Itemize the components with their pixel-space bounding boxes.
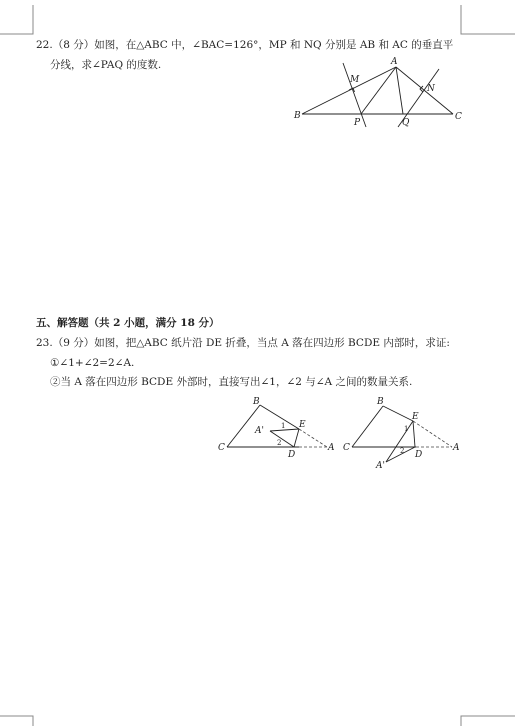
q22-label-C: C bbox=[455, 112, 462, 122]
q23-fig2-label-E: E bbox=[412, 412, 419, 422]
q23-item-2: ②当 A 落在四边形 BCDE 外部时，直接写出∠1，∠2 与∠A 之间的数量关系. bbox=[50, 376, 413, 388]
q23-fig1-label-angle-2: 2 bbox=[277, 439, 282, 447]
q23-fig1-label-angle-1: 1 bbox=[281, 422, 286, 430]
q23-fig1-label-A-prime: A' bbox=[255, 426, 264, 436]
crop-mark-bottom-left bbox=[0, 710, 40, 726]
section-5-title: 五、解答题（共 2 小题，满分 18 分） bbox=[36, 317, 220, 329]
q23-fig1-label-D: D bbox=[288, 450, 296, 460]
q23-item-1: ①∠1+∠2=2∠A. bbox=[50, 357, 135, 369]
q23-fig1-label-A: A bbox=[328, 443, 335, 453]
q23-fig2-label-B: B bbox=[377, 397, 384, 407]
crop-mark-top-right bbox=[455, 0, 518, 40]
q23-figure-2 bbox=[340, 395, 470, 475]
q22-label-M: M bbox=[350, 75, 360, 85]
q23-fig1-label-B: B bbox=[253, 397, 260, 407]
q23-fig2-label-D: D bbox=[415, 450, 423, 460]
q22-label-N: N bbox=[427, 84, 435, 94]
crop-mark-bottom-right bbox=[455, 710, 518, 726]
q23-fig2-label-A-prime: A' bbox=[376, 461, 385, 471]
q22-label-Q: Q bbox=[402, 118, 410, 128]
q23-fig2-label-C: C bbox=[343, 443, 350, 453]
q22-triangle-figure bbox=[290, 55, 470, 135]
q23-fig2-label-angle-2: 2 bbox=[400, 447, 405, 455]
q23-fig2-label-A: A bbox=[453, 443, 460, 453]
q22-label-A: A bbox=[391, 57, 398, 67]
q22-label-B: B bbox=[294, 111, 301, 121]
q22-text-line1: 22.（8 分）如图，在△ABC 中，∠BAC=126°，MP 和 NQ 分别是 AB 和 AC 的垂直平 bbox=[36, 39, 454, 51]
q23-fig1-label-C: C bbox=[218, 443, 225, 453]
q23-text-line1: 23.（9 分）如图，把△ABC 纸片沿 DE 折叠，当点 A 落在四边形 BCDE 内部时，求证: bbox=[36, 337, 450, 349]
q22-label-P: P bbox=[354, 118, 361, 128]
q22-text-line2: 分线，求∠PAQ 的度数. bbox=[50, 59, 162, 71]
q23-fig1-label-E: E bbox=[299, 420, 306, 430]
q23-figure-1 bbox=[215, 395, 345, 460]
crop-mark-top-left bbox=[0, 0, 40, 40]
q23-fig2-label-angle-1: 1 bbox=[404, 425, 409, 433]
